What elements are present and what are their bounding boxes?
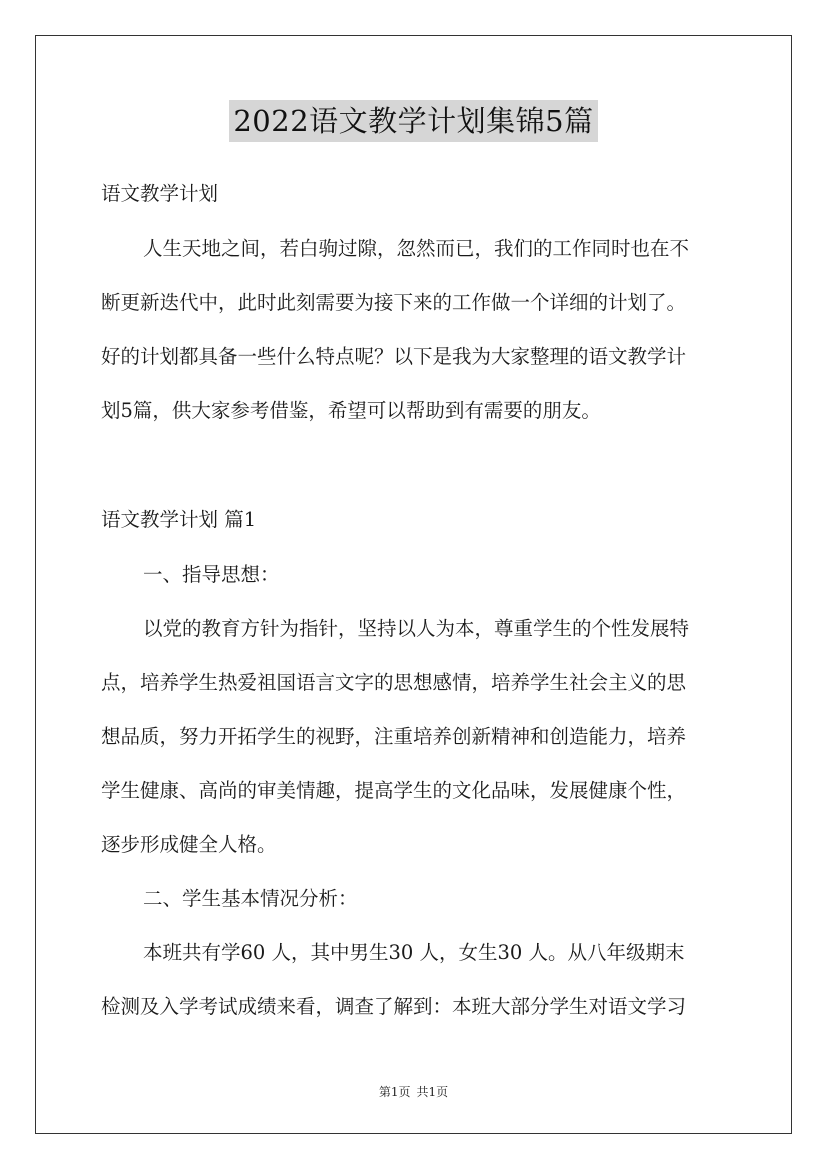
analysis-paragraph-line: 本班共有学60 人，其中男生30 人，女生30 人。从八年级期末 bbox=[143, 941, 685, 964]
intro-paragraph-line: 划5篇，供大家参考借鉴，希望可以帮助到有需要的朋友。 bbox=[101, 399, 601, 422]
title-container bbox=[0, 100, 827, 142]
document-title: 2022语文教学计划集锦5篇 bbox=[229, 100, 597, 142]
guiding-paragraph-line: 学生健康、高尚的审美情趣，提高学生的文化品味，发展健康个性， bbox=[101, 779, 687, 802]
sub-heading-guiding: 一、指导思想： bbox=[143, 563, 280, 586]
intro-paragraph-line: 好的计划都具备一些什么特点呢？以下是我为大家整理的语文教学计 bbox=[101, 345, 687, 368]
page-number: 第1页 bbox=[378, 1085, 411, 1099]
sub-heading-analysis: 二、学生基本情况分析： bbox=[143, 887, 358, 910]
section-heading: 语文教学计划 篇1 bbox=[101, 508, 257, 531]
guiding-paragraph-line: 逐步形成健全人格。 bbox=[101, 833, 277, 856]
guiding-paragraph-line: 以党的教育方针为指针，坚持以人为本，尊重学生的个性发展特 bbox=[143, 617, 690, 640]
intro-paragraph-line: 断更新迭代中，此时此刻需要为接下来的工作做一个详细的计划了。 bbox=[101, 291, 687, 314]
intro-heading: 语文教学计划 bbox=[101, 182, 219, 205]
guiding-paragraph-line: 点，培养学生热爱祖国语言文字的思想感情，培养学生社会主义的思 bbox=[101, 671, 687, 694]
page-footer bbox=[0, 1084, 827, 1100]
analysis-paragraph-line: 检测及入学考试成绩来看，调查了解到：本班大部分学生对语文学习 bbox=[101, 995, 687, 1018]
intro-paragraph-line: 人生天地之间，若白驹过隙，忽然而已，我们的工作同时也在不 bbox=[143, 237, 690, 260]
page-total: 共1页 bbox=[416, 1085, 449, 1099]
guiding-paragraph-line: 想品质，努力开拓学生的视野，注重培养创新精神和创造能力，培养 bbox=[101, 725, 687, 748]
